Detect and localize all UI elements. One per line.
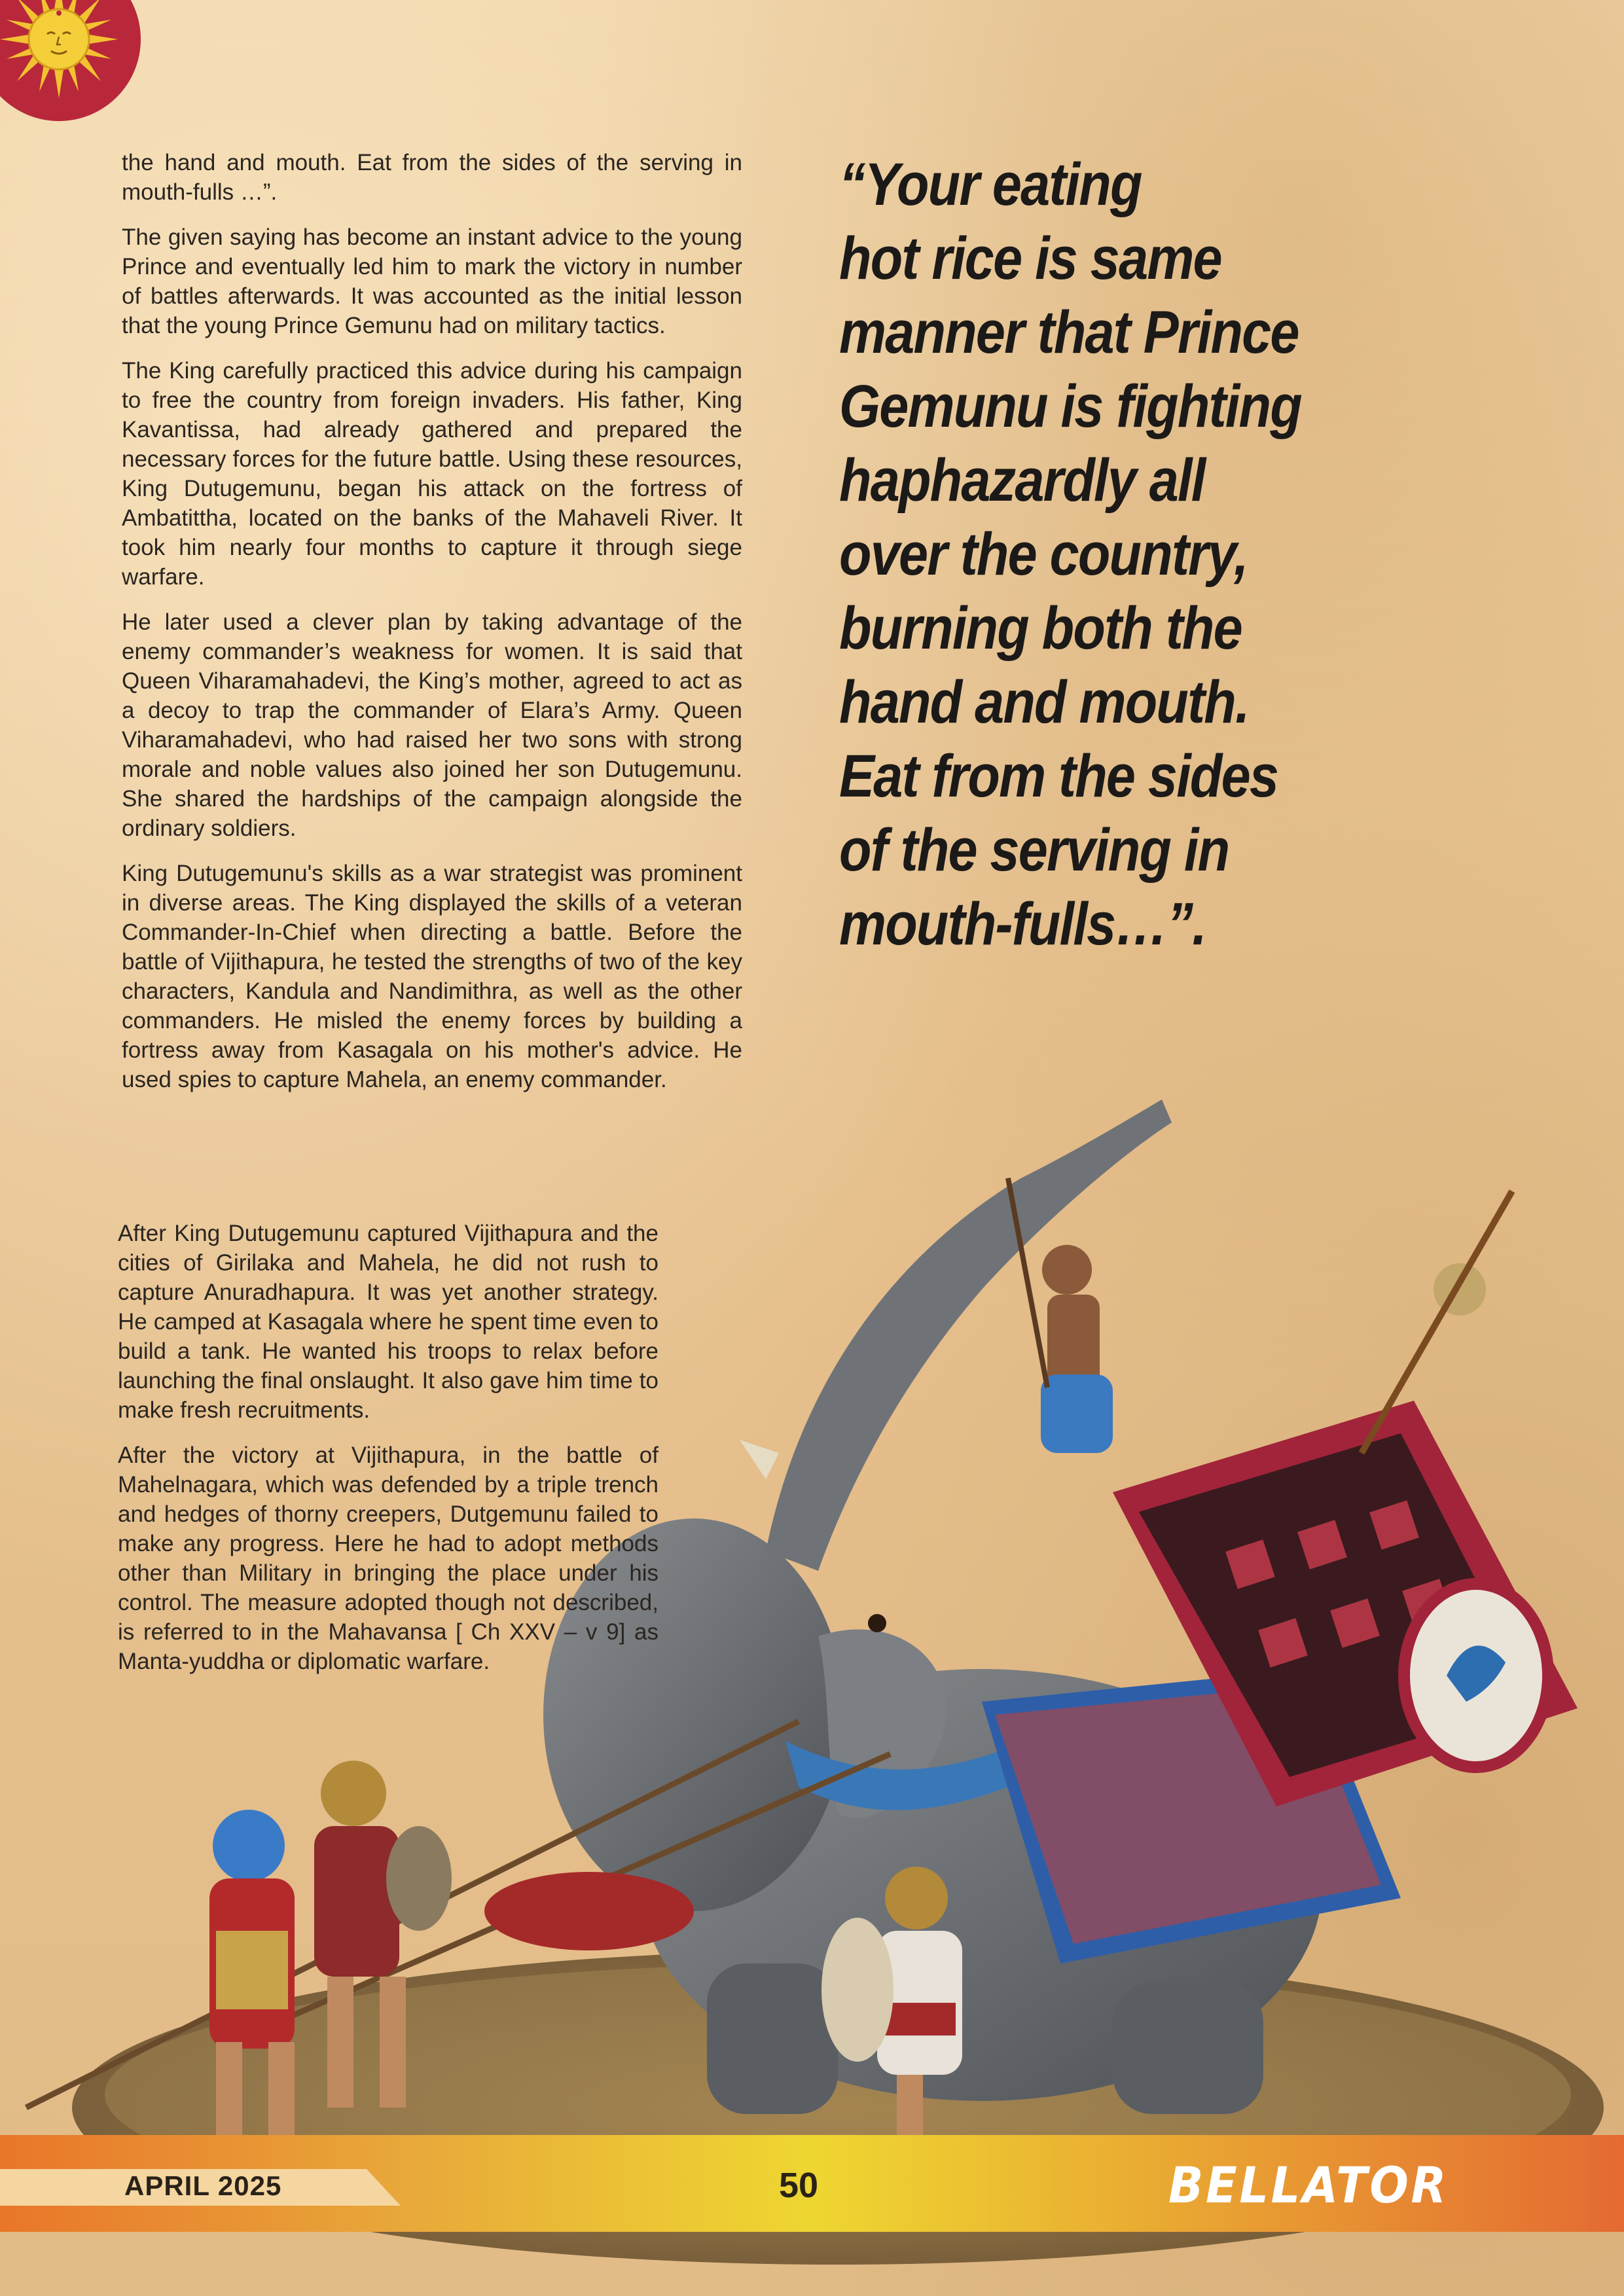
pull-quote-line: Gemunu is fighting — [839, 373, 1301, 440]
pull-quote-line: mouth-fulls…”. — [839, 891, 1206, 958]
page-number: 50 — [779, 2166, 819, 2205]
paragraph: The given saying has become an instant advice to the young Prince and eventually led him to mark the victory in number of battles afterwards. It was accounted as the initial lesson that the young Prince Gemunu had on military tactics. — [122, 224, 742, 338]
issue-date: APRIL 2025 — [124, 2170, 282, 2201]
paragraph: The King carefully practiced this advice during his campaign to free the country from foreign invaders. His father, King Kavantissa, had already gathered and prepared the necessary forces for the future battle. Using these resources, King Dutugemunu, began his attack on the fortress of Ambatittha, located on the banks of the Mahaveli River. It took him nearly four months to capture it through siege warfare. — [122, 358, 742, 590]
pull-quote-line: haphazardly all — [839, 447, 1205, 514]
paragraph: After King Dutugemunu captured Vijithapura and the cities of Girilaka and Mahela, he did not rush to capture Anuradhapura. It was yet another strategy. He camped at Kasagala where he spent time even to build a tank. He wanted his troops to relax before launching the final onslaught. It also gave him time to make fresh recruitments. — [118, 1221, 659, 1423]
sun-face-icon — [0, 0, 157, 157]
paragraph: King Dutugemunu's skills as a war strategist was prominent in diverse areas. The King displayed the skills of a veteran Commander-In-Chief when directing a battle. Before the battle of Vijithapura, he tested the strengths of two of the key characters, Kandula and Nandimithra, as well as the other commanders. He misled the enemy forces by building a fortress away from Kasagala on his mother's advice. He used spies to capture Mahela, an enemy commander. — [122, 861, 742, 1092]
article-body-lower — [118, 1219, 659, 1692]
pull-quote-line: Eat from the sides — [839, 743, 1278, 810]
paragraph: After the victory at Vijithapura, in the battle of Mahelnagara, which was defended by a triple trench and hedges of thorny creepers, Dutgemunu failed to make any progress. Here he had to adopt methods other than Military in bringing the place under his control. The measure adopted though not described, is referred to in the Mahavansa [ Ch XXV – v 9] as Manta-yuddha or diplomatic warfare. — [118, 1443, 659, 1674]
pull-quote-line: of the serving in — [839, 817, 1229, 884]
pull-quote-line: hot rice is same — [839, 225, 1221, 292]
pull-quote-line: over the country, — [839, 521, 1248, 588]
pull-quote-line: manner that Prince — [839, 299, 1299, 366]
paragraph: He later used a clever plan by taking advantage of the enemy commander’s weakness for women. It is said that Queen Viharamahadevi, the King’s mother, agreed to act as a decoy to trap the commander of Elara’s Army. Queen Viharamahadevi, who had raised her two sons with strong morale and noble values also joined her son Dutugemunu. She shared the hardships of the campaign alongside the ordinary soldiers. — [122, 609, 742, 841]
pull-quote-line: burning both the — [839, 595, 1242, 662]
pull-quote-line: hand and mouth. — [839, 669, 1249, 736]
paragraph: the hand and mouth. Eat from the sides of the serving in mouth-fulls …”. — [122, 150, 742, 205]
article-body-upper — [122, 148, 742, 1110]
pull-quote — [839, 148, 1415, 961]
pull-quote-line: “Your eating — [839, 151, 1142, 218]
brand-logo: BELLATOR — [1168, 2156, 1449, 2214]
